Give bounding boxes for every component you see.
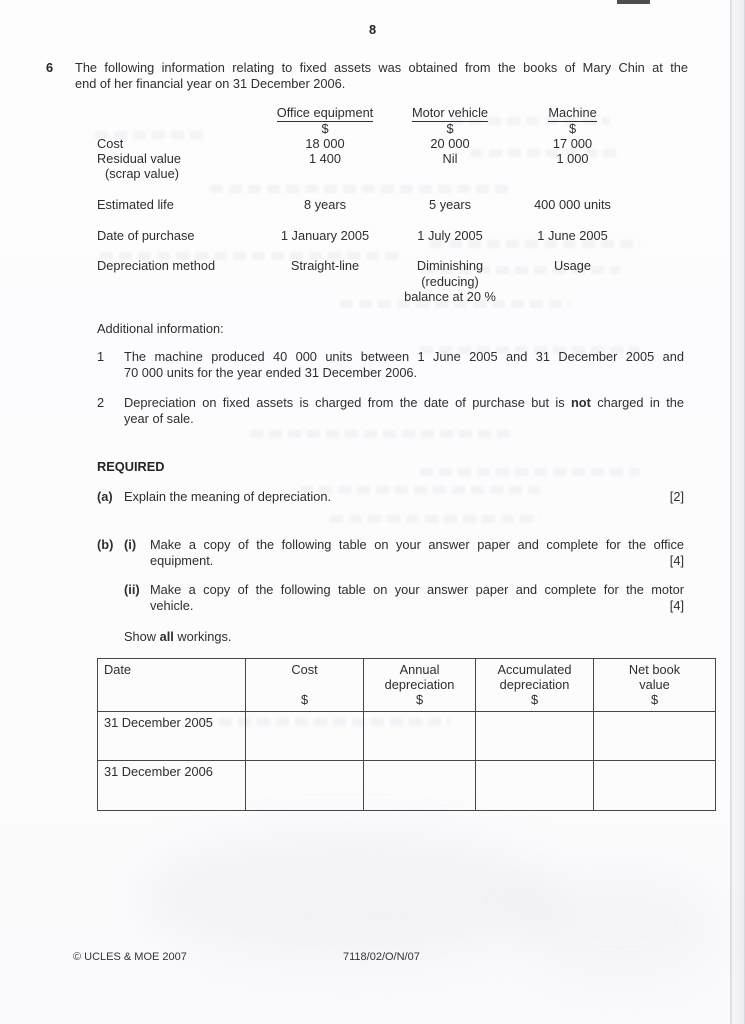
question-intro	[75, 60, 688, 91]
empty-cell	[594, 712, 716, 761]
cost-office: 18 000	[305, 135, 345, 151]
answer-table-header-row	[98, 659, 716, 712]
bleed-through-artifact	[420, 468, 640, 476]
part-b-i: (b) (i) Make a copy of the following table on your answer paper and complete for the office equipment. [4]	[97, 537, 684, 568]
purchase-office: 1 January 2005	[280, 228, 370, 243]
residual-motor: Nil	[442, 150, 458, 166]
part-b-label: (b)	[97, 537, 114, 552]
bleed-through-artifact	[210, 185, 510, 193]
life-office: 8 years	[304, 197, 346, 212]
purchase-machine: 1 June 2005	[537, 228, 608, 243]
empty-cell	[364, 712, 476, 761]
item-number: 2	[97, 395, 105, 410]
part-b-ii: (ii) Make a copy of the following table on your answer paper and complete for the motor vehicle. [4]	[124, 582, 684, 613]
empty-cell	[246, 761, 364, 811]
life-motor: 5 years	[429, 197, 471, 212]
bold-not: not	[570, 395, 591, 410]
scan-mark-artifact	[617, 0, 650, 4]
asset-info-purchase-row	[97, 228, 645, 244]
additional-info-item-2: 2 Depreciation on fixed assets is charged from the date of purchase but is not charged in the year of sale.	[97, 395, 684, 426]
row-label: Depreciation method	[97, 258, 216, 273]
cost-machine: 17 000	[552, 135, 593, 151]
asset-info-residual-row	[97, 151, 645, 167]
footer-paper-code: 7118/02/O/N/07	[343, 951, 420, 963]
empty-cell	[476, 761, 594, 811]
question-number: 6	[46, 60, 54, 75]
currency-symbol: $	[321, 120, 329, 136]
scan-smudge	[140, 830, 560, 960]
row-label-sub: (scrap value)	[105, 165, 179, 181]
part-b-i-marks: [4]	[669, 552, 684, 568]
question-intro-line2: end of her financial year on 31 December 2006.	[75, 75, 346, 91]
part-b-i-label: (i)	[124, 537, 137, 552]
row-label: Estimated life	[97, 197, 174, 212]
asset-info-method-row	[97, 258, 645, 305]
part-a-marks: [2]	[669, 489, 684, 504]
part-b-ii-marks: [4]	[669, 597, 684, 613]
bold-all: all	[159, 629, 174, 644]
bleed-through-artifact	[250, 430, 510, 438]
row-label: Cost	[97, 135, 124, 151]
method-office: Straight-line	[290, 258, 360, 273]
page-number: 8	[368, 22, 377, 37]
empty-cell	[594, 761, 716, 811]
required-heading: REQUIRED	[97, 459, 165, 474]
column-header-machine: Machine	[548, 105, 597, 120]
additional-info-item-1: 1 The machine produced 40 000 units between 1 June 2005 and 31 December 2005 and 70 000 units for the year ended 31 December 2006.	[97, 349, 684, 380]
item-number: 1	[97, 349, 105, 364]
asset-info-life-row	[97, 197, 645, 213]
asset-info-cost-row	[97, 136, 645, 152]
date-cell: 31 December 2005	[98, 712, 246, 761]
empty-cell	[476, 712, 594, 761]
date-cell: 31 December 2006	[98, 761, 246, 811]
scan-smudge	[520, 870, 720, 980]
column-header-motor-vehicle: Motor vehicle	[411, 105, 489, 120]
life-machine: 400 000 units	[534, 197, 611, 212]
part-a-label: (a)	[97, 489, 113, 504]
empty-cell	[246, 712, 364, 761]
purchase-motor: 1 July 2005	[417, 228, 483, 243]
header-accumulated-depreciation: Accumulated depreciation $	[476, 659, 594, 712]
cost-motor: 20 000	[430, 135, 470, 151]
answer-table-row-2005	[98, 712, 716, 761]
bleed-through-artifact	[330, 515, 540, 523]
currency-symbol: $	[446, 120, 454, 136]
asset-info-header-row	[97, 105, 645, 121]
show-workings-note: Show all workings.	[124, 629, 232, 644]
residual-machine: 1 000	[556, 150, 589, 166]
footer-copyright: © UCLES & MOE 2007	[73, 951, 187, 963]
part-b-ii-label: (ii)	[124, 582, 140, 597]
currency-symbol: $	[568, 120, 577, 136]
column-header-office-equipment: Office equipment	[276, 105, 374, 120]
header-net-book-value: Net book value $	[594, 659, 716, 712]
question-intro-line1: The following information relating to fixed assets was obtained from the books of Mary Chin at the	[75, 60, 688, 75]
additional-info-heading: Additional information:	[97, 321, 224, 336]
method-machine: Usage	[554, 258, 591, 273]
asset-info-scrap-row	[97, 166, 645, 182]
row-label: Date of purchase	[97, 228, 195, 243]
header-annual-depreciation: Annual depreciation $	[364, 659, 476, 712]
asset-info-currency-row	[97, 121, 645, 137]
method-motor: Diminishing (reducing) balance at 20 %	[404, 258, 496, 304]
answer-table-row-2006	[98, 761, 716, 811]
empty-cell	[364, 761, 476, 811]
row-label: Residual value	[97, 150, 181, 166]
part-a	[97, 489, 684, 505]
part-a-text: Explain the meaning of depreciation.	[124, 489, 332, 504]
header-cost: Cost $	[246, 659, 364, 712]
header-date: Date	[98, 659, 246, 712]
answer-table	[97, 658, 716, 811]
residual-office: 1 400	[308, 150, 342, 166]
